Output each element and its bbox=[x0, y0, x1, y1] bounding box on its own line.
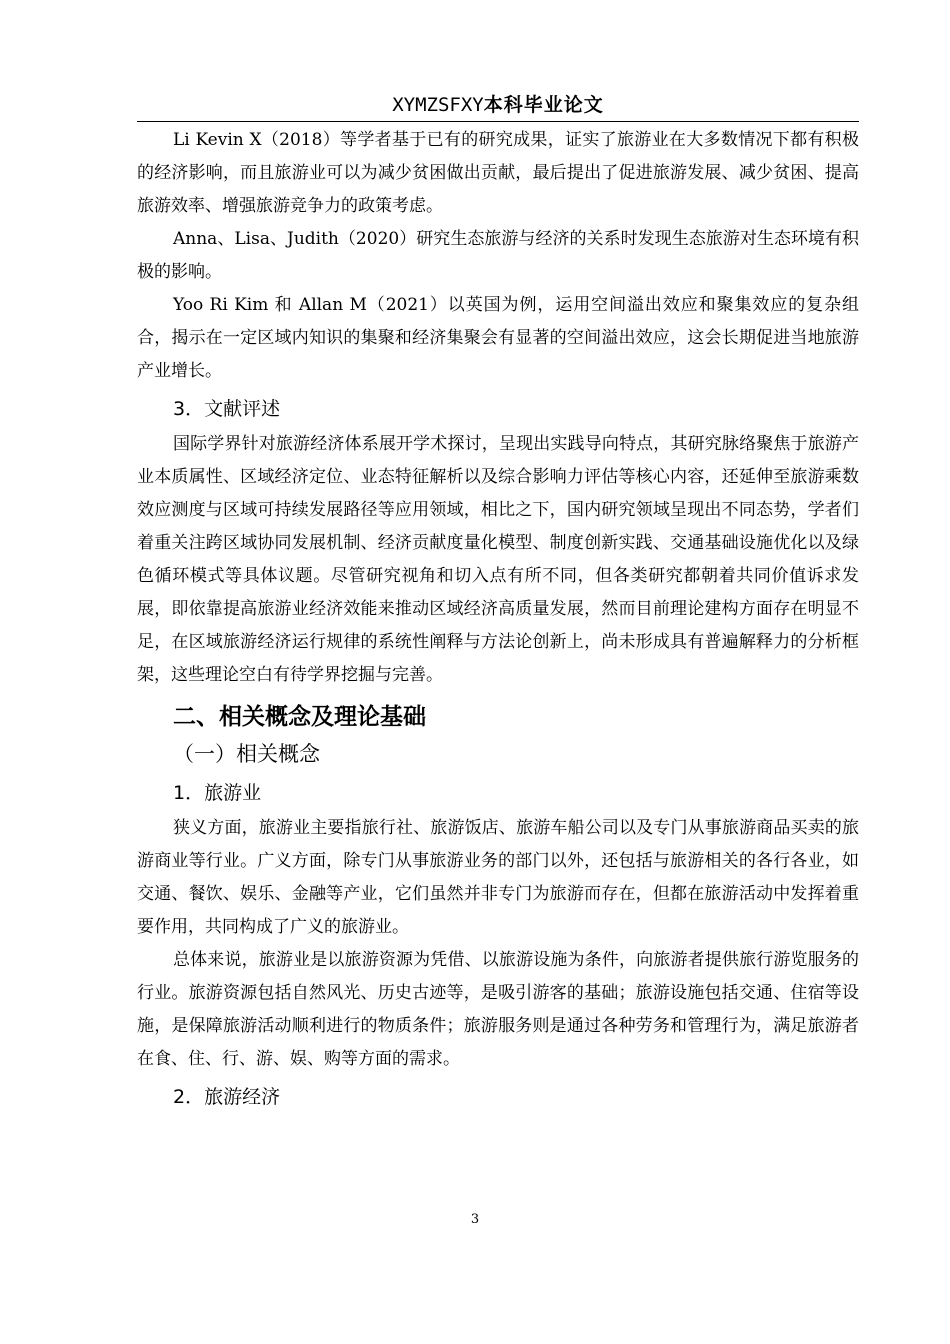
header-title: 本科毕业论文 bbox=[483, 94, 604, 116]
paragraph-anna-lisa: Anna、Lisa、Judith（2020）研究生态旅游与经济的关系时发现生态旅游对生态环境有积极的影响。 bbox=[137, 229, 859, 282]
page-body bbox=[137, 124, 859, 1116]
paragraph-tourism-definition: 狭义方面，旅游业主要指旅行社、旅游饭店、旅游车船公司以及专门从事旅游商品买卖的旅游商业等行业。广义方面，除专门从事旅游业务的部门以外，还包括与旅游相关的各行各业，如交通、餐饮、娱乐、金融等产业，它们虽然并非专门为旅游而存在，但都在旅游活动中发挥着重要作用，共同构成了广义的旅游业。 bbox=[137, 818, 859, 937]
heading-tourism-economy: 2．旅游经济 bbox=[173, 1086, 281, 1108]
heading-tourism-industry: 1．旅游业 bbox=[173, 782, 262, 804]
paragraph-li-kevin: Li Kevin X（2018）等学者基于已有的研究成果，证实了旅游业在大多数情况下都有积极的经济影响，而且旅游业可以为减少贫困做出贡献，最后提出了促进旅游发展、减少贫困、提高旅游效率、增强旅游竞争力的政策考虑。 bbox=[137, 130, 859, 216]
header-rule bbox=[137, 121, 859, 122]
paragraph-review: 国际学界针对旅游经济体系展开学术探讨，呈现出实践导向特点，其研究脉络聚焦于旅游产业本质属性、区域经济定位、业态特征解析以及综合影响力评估等核心内容，还延伸至旅游乘数效应测度与区域可持续发展路径等应用领域，相比之下，国内研究领域呈现出不同态势，学者们着重关注跨区域协同发展机制、经济贡献度量化模型、制度创新实践、交通基础设施优化以及绿色循环模式等具体议题。尽管研究视角和切入点有所不同，但各类研究都朝着共同价值诉求发展，即依靠提高旅游业经济效能来推动区域经济高质量发展，然而目前理论建构方面存在明显不足，在区域旅游经济运行规律的系统性阐释与方法论创新上，尚未形成具有普遍解释力的分析框架，这些理论空白有待学界挖掘与完善。 bbox=[137, 434, 859, 685]
page-header bbox=[137, 92, 859, 118]
header-latin: XYMZSFXY bbox=[392, 94, 484, 116]
heading-chapter-2: 二、相关概念及理论基础 bbox=[173, 704, 426, 730]
page-number: 3 bbox=[470, 1212, 480, 1227]
paragraph-yoo-ri-kim: Yoo Ri Kim 和 Allan M（2021）以英国为例，运用空间溢出效应和聚集效应的复杂组合，揭示在一定区域内知识的集聚和经济集聚会有显著的空间溢出效应，这会长期促进当地旅游产业增长。 bbox=[137, 295, 859, 381]
heading-related-concepts: （一）相关概念 bbox=[173, 742, 320, 766]
heading-literature-review: 3．文献评述 bbox=[173, 398, 281, 420]
paragraph-tourism-summary: 总体来说，旅游业是以旅游资源为凭借、以旅游设施为条件，向旅游者提供旅行游览服务的行业。旅游资源包括自然风光、历史古迹等，是吸引游客的基础；旅游设施包括交通、住宿等设施，是保障旅游活动顺利进行的物质条件；旅游服务则是通过各种劳务和管理行为，满足旅游者在食、住、行、游、娱、购等方面的需求。 bbox=[137, 950, 859, 1069]
